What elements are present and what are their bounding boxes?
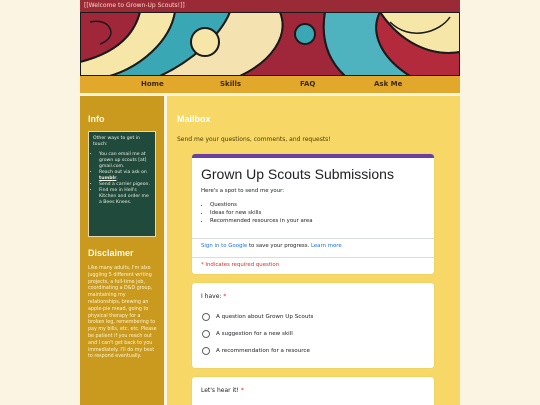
signin-text: to save your progress. xyxy=(247,243,311,249)
radio-button-icon[interactable] xyxy=(202,347,210,355)
form-accent-bar xyxy=(192,154,434,158)
page-title: Mailbox xyxy=(177,114,211,124)
list-item: • Reach out via ask on tumblr. xyxy=(99,170,151,182)
question-text: I have: xyxy=(201,293,224,300)
nav-skills[interactable]: Skills xyxy=(220,80,242,88)
list-item: • Ideas for new skills xyxy=(210,209,313,217)
question-card-lets-hear-it xyxy=(192,377,434,405)
nav-ask-me[interactable]: Ask Me xyxy=(374,80,403,88)
disclaimer-text: Like many adults, I'm also juggling 5 different writing projects, a full-time job, coordinating a D&D group, maintaining my relationships, brewing an apple-pie mead, going to physical therapy for a broken leg, remembering to pay my bills, etc. etc. Please be patient if you reach out and I can't get back to you immediately. I'll do my best to respond eventually. xyxy=(88,266,157,360)
top-bar xyxy=(80,0,460,12)
info-heading: Info xyxy=(88,114,105,124)
page-subtitle: Send me your questions, comments, and requests! xyxy=(177,136,331,143)
radio-button-icon[interactable] xyxy=(202,330,210,338)
nav-home[interactable]: Home xyxy=(141,80,164,88)
option-label: A recommendation for a resource xyxy=(216,348,310,354)
list-item: • Send a carrier pigeon. xyxy=(99,182,151,188)
question-card-i-have xyxy=(192,283,434,368)
welcome-text: [[Welcome to Grown-Up Scouts!]] xyxy=(84,2,185,9)
option-label: A suggestion for a new skill xyxy=(216,331,293,337)
tumblr-link[interactable]: tumblr xyxy=(99,176,117,181)
list-item: • You can email me at grown up scouts [at] gmail.com. xyxy=(99,152,151,170)
form-bullet-list xyxy=(210,201,313,225)
header-banner xyxy=(80,12,460,76)
learn-more-link[interactable]: Learn more xyxy=(310,243,342,249)
main-navigation xyxy=(80,76,460,93)
sidebar xyxy=(80,96,164,405)
required-note: * Indicates required question xyxy=(201,262,280,268)
option-label: A question about Grown Up Scouts xyxy=(216,314,314,320)
divider xyxy=(192,257,434,258)
list-item-text: Reach out via ask on xyxy=(99,170,147,175)
form-description: Here's a spot to send me your: xyxy=(201,188,285,194)
signin-link[interactable]: Sign in to Google xyxy=(201,243,248,249)
info-intro: Other ways to get in touch: xyxy=(93,136,140,147)
question-text: Let's hear it! xyxy=(201,387,241,394)
list-item: • Questions xyxy=(210,201,313,209)
form-title: Grown Up Scouts Submissions xyxy=(201,166,394,182)
list-item: • Find me in Hell's Kitchen and order me a Bees Knees. xyxy=(99,188,151,206)
nav-faq[interactable]: FAQ xyxy=(300,80,316,88)
stained-glass-banner-image xyxy=(80,12,460,76)
disclaimer-heading: Disclaimer xyxy=(88,248,134,258)
question-label xyxy=(201,293,226,300)
contact-info-box xyxy=(88,131,156,237)
form-header-card xyxy=(192,154,434,274)
main-content xyxy=(167,96,460,405)
required-star: * xyxy=(223,293,227,300)
list-item: • Recommended resources in your area xyxy=(210,217,313,225)
required-star: * xyxy=(240,387,244,394)
radio-button-icon[interactable] xyxy=(202,313,210,321)
divider xyxy=(192,238,434,239)
question-label xyxy=(201,387,244,394)
signin-notice xyxy=(201,243,342,249)
contact-list xyxy=(93,152,151,206)
